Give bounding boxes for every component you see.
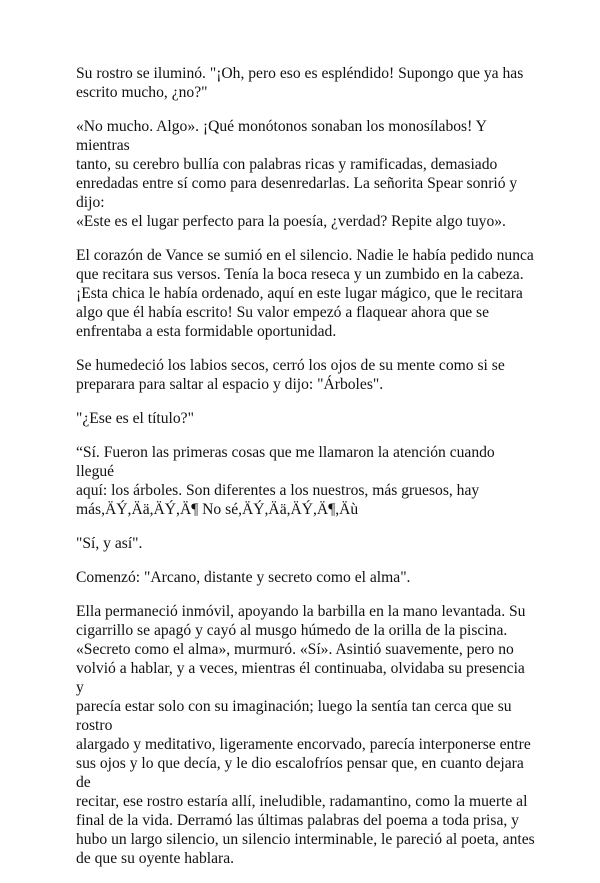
paragraph: “Sí. Fueron las primeras cosas que me llamaron la atención cuando llegué aquí: los árboles. Son diferentes a los nuestros, más gruesos, hay más,ÄÝ,Ää,ÄÝ,Ä¶ No sé,ÄÝ,Ää,ÄÝ,Ä¶,Äù bbox=[76, 444, 495, 518]
paragraph: "¿Ese es el título?" bbox=[76, 410, 194, 427]
paragraph: Su rostro se iluminó. "¡Oh, pero eso es espléndido! Supongo que ya has escrito mucho, ¿no?" bbox=[76, 65, 524, 101]
paragraph: "Sí, y así". bbox=[76, 535, 143, 552]
paragraph: El corazón de Vance se sumió en el silencio. Nadie le había pedido nunca que recitara sus versos. Tenía la boca reseca y un zumbido en la cabeza. ¡Esta chica le había ordenado, aquí en este lugar mágico, que le recitara algo que él había escrito! Su valor empezó a flaquear ahora que se enfrentaba a esta formidable oportunidad. bbox=[76, 247, 534, 340]
paragraph: Se humedeció los labios secos, cerró los ojos de su mente como si se preparara para saltar al espacio y dijo: "Árboles". bbox=[76, 357, 505, 393]
paragraph: «No mucho. Algo». ¡Qué monótonos sonaban los monosílabos! Y mientras tanto, su cerebro bullía con palabras ricas y ramificadas, demasiado enredadas entre sí como para desenredarlas. La señorita Spear sonrió y dijo: «Este es el lugar perfecto para la poesía, ¿verdad? Repite algo tuyo». bbox=[76, 118, 518, 230]
document-body bbox=[76, 64, 536, 883]
paragraph: Ella permaneció inmóvil, apoyando la barbilla en la mano levantada. Su cigarrillo se apagó y cayó al musgo húmedo de la orilla de la piscina. «Secreto como el alma», murmuró. «Sí». Asintió suavemente, pero no volvió a hablar, y a veces, mientras él continuaba, olvidaba su presencia y parecía estar solo con su imaginación; luego la sentía tan cerca que su rostro alargado y meditativo, ligeramente encorvado, parecía interponerse entre sus ojos y lo que decía, y le dio escalofríos pensar que, en cuanto dejara de recitar, ese rostro estaría allí, ineludible, radamantino, como la muerte al final de la vida. Derramó las últimas palabras del poema a toda prisa, y hubo un largo silencio, un silencio interminable, le pareció al poeta, antes de que su oyente hablara. bbox=[76, 603, 535, 867]
paragraph: Comenzó: "Arcano, distante y secreto como el alma". bbox=[76, 569, 411, 586]
